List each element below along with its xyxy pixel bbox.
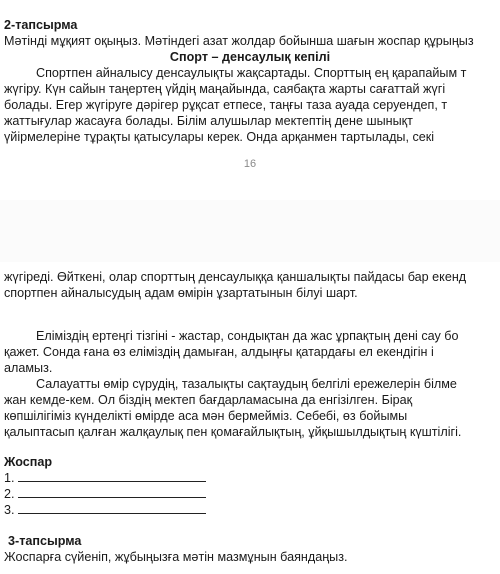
paragraph-line: көпшілігіміз күнделікті өмірде аса мән бермейміз. Себебі, өз бойымы bbox=[4, 409, 408, 423]
plan-item bbox=[4, 503, 206, 517]
task2-instruction: Мәтінді мұқият оқыңыз. Мәтіндегі азат жолдар бойынша шағын жоспар құрыңыз bbox=[4, 34, 474, 48]
paragraph-line: жүгіру. Күн сайын таңертең үйдің маңайында, саябақта жарты сағаттай жүгі bbox=[4, 82, 446, 96]
paragraph-line: үйірмелеріне тұрақты қатысулары керек. Онда арқанмен тартылады, секі bbox=[4, 130, 435, 144]
plan-item-number: 1. bbox=[4, 471, 15, 485]
paragraph-line: болады. Егер жүгіруге дәрігер рұқсат етпесе, таңғы таза ауада серуендеп, т bbox=[4, 98, 448, 112]
paragraph-line: жаттығулар жасауға болады. Білім алушылар мектептің дене шынықт bbox=[4, 114, 413, 128]
plan-blank-line bbox=[18, 503, 206, 514]
plan-title: Жоспар bbox=[4, 455, 53, 469]
text-title: Спорт – денсаулық кепілі bbox=[169, 50, 331, 64]
page-bottom bbox=[0, 262, 500, 574]
plan-blank-line bbox=[18, 487, 206, 498]
paragraph-line: Салауатты өмір сүрудің, тазалықты сақтаудың белгілі ережелерін білме bbox=[36, 377, 457, 391]
plan-item bbox=[4, 471, 206, 485]
paragraph-line: қалыптасып қалған жалқаулық пен қомағайлықтың, ұйқышылдықтың күштілігі. bbox=[4, 425, 462, 439]
paragraph-line: аламыз. bbox=[4, 361, 53, 375]
paragraph-line: Спортпен айналысу денсаулықты жақсартады. Спорттың ең қарапайым т bbox=[36, 66, 467, 80]
plan-item-number: 2. bbox=[4, 487, 15, 501]
paragraph-line: спортпен айналысудың адам өмірін ұзартатынын білуі шарт. bbox=[4, 286, 358, 300]
paragraph-line: Еліміздің ертеңгі тізгіні - жастар, сондықтан да жас ұрпақтың дені сау бо bbox=[36, 329, 459, 343]
paragraph-line: жүгіреді. Өйткені, олар спорттың денсаулыққа қаншалықты пайдасы бар екенд bbox=[4, 270, 467, 284]
page-top bbox=[0, 0, 500, 200]
plan-item bbox=[4, 487, 206, 501]
paragraph-line: жан кемде-кем. Ол біздің мектеп бағдарламасына да енгізілген. Бірақ bbox=[4, 393, 413, 407]
task2-title: 2-тапсырма bbox=[4, 18, 78, 32]
page-gap bbox=[0, 200, 500, 262]
task3-title: 3-тапсырма bbox=[8, 534, 82, 548]
page-number: 16 bbox=[243, 158, 257, 170]
task3-text: Жоспарға сүйеніп, жұбыңызға мәтін мазмұнын баяндаңыз. bbox=[4, 550, 348, 564]
plan-item-number: 3. bbox=[4, 503, 15, 517]
paragraph-line: қажет. Сонда ғана өз еліміздің дамыған, алдыңғы қатардағы ел екендігін і bbox=[4, 345, 434, 359]
plan-blank-line bbox=[18, 471, 206, 482]
